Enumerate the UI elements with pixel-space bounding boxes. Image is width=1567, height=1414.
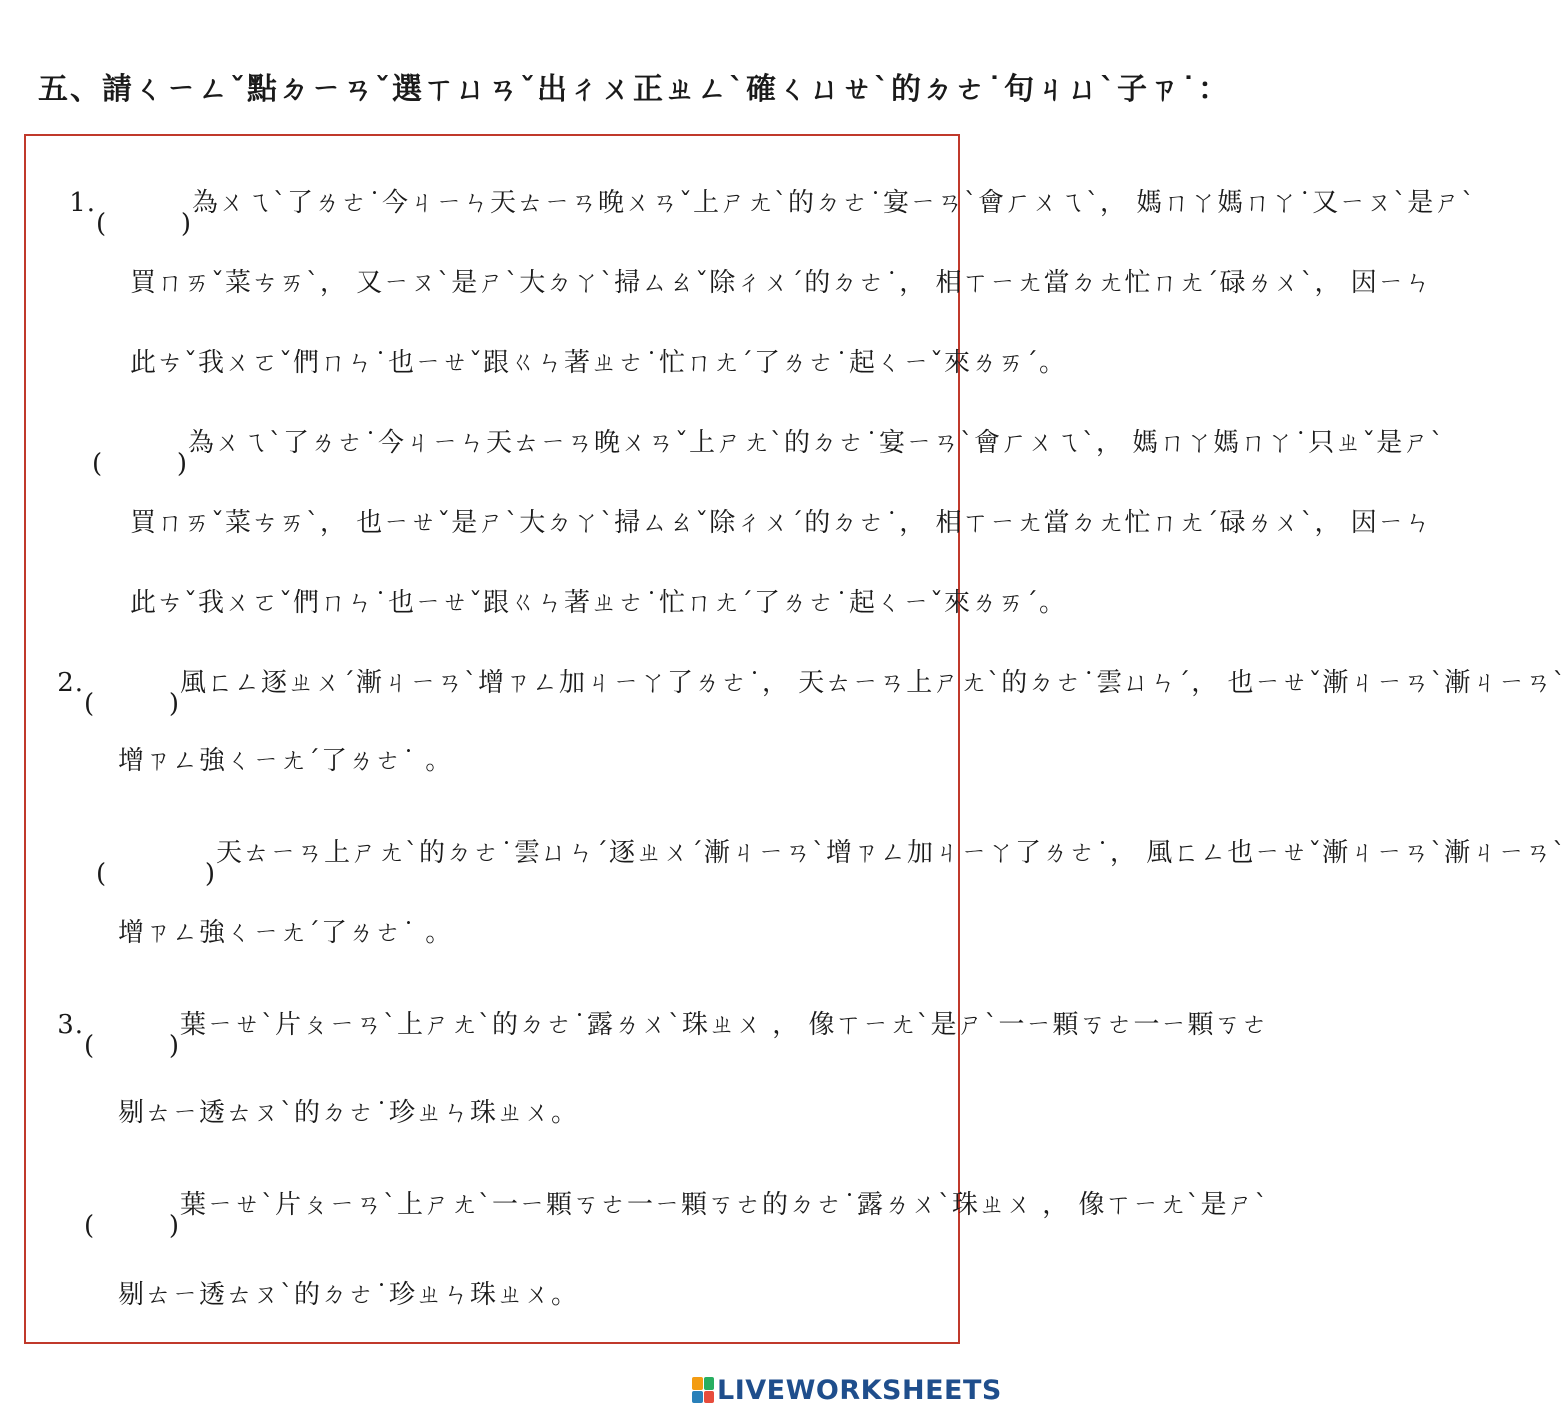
logo-square-icon: [692, 1377, 703, 1390]
liveworksheets-logo: [692, 1374, 1002, 1406]
worksheet-heading: 五、請ㄑㄧㄥˇ點ㄉㄧㄢˇ選ㄒㄩㄢˇ出ㄔㄨ正ㄓㄥˋ確ㄑㄩㄝˋ的ㄉㄜ˙句ㄐㄩˋ子ㄗ˙：: [38, 72, 1230, 107]
q1-option-b-line-1: ( ) 為ㄨㄟˋ了ㄌㄜ˙今ㄐㄧㄣ天ㄊㄧㄢ晚ㄨㄢˇ上ㄕㄤˋ的ㄉㄜ˙宴ㄧㄢˋ會ㄏㄨㄟˋ， 媽ㄇㄚ媽ㄇㄚ˙只ㄓˇ是ㄕˋ: [92, 428, 1445, 479]
q1-option-a-line-2: 買ㄇㄞˇ菜ㄘㄞˋ， 又ㄧㄡˋ是ㄕˋ大ㄉㄚˋ掃ㄙㄠˇ除ㄔㄨˊ的ㄉㄜ˙， 相ㄒㄧㄤ當ㄉㄤ忙ㄇㄤˊ碌ㄌㄨˋ， 因ㄧㄣ: [130, 268, 1432, 298]
q3-option-a-line-1: 3. ( ) 葉ㄧㄝˋ片ㄆㄧㄢˋ上ㄕㄤˋ的ㄉㄜ˙露ㄌㄨˋ珠ㄓㄨ ， 像ㄒㄧㄤˋ是ㄕˋ一ㄧ顆ㄎㄜ一ㄧ顆ㄎㄜ: [50, 1012, 1269, 1038]
q2-option-b-answer-slot[interactable]: [108, 857, 202, 889]
q2-option-a-line-1: 2. ( ) 風ㄈㄥ逐ㄓㄨˊ漸ㄐㄧㄢˋ增ㄗㄥ加ㄐㄧㄚ了ㄌㄜ˙， 天ㄊㄧㄢ上ㄕㄤˋ的ㄉㄜ˙雲ㄩㄣˊ， 也ㄧㄝˇ漸ㄐㄧㄢˋ漸ㄐㄧㄢˋ: [50, 670, 1567, 696]
q1-option-b-answer-slot[interactable]: [104, 447, 174, 479]
q2-option-a-answer-slot[interactable]: [96, 687, 166, 719]
q2-option-a-line-2: 增ㄗㄥ強ㄑㄧㄤˊ了ㄌㄜ˙ 。: [118, 746, 453, 776]
q3-option-a-answer-slot[interactable]: [96, 1029, 166, 1061]
question-frame: [24, 134, 960, 1344]
liveworksheets-logo-icon: [692, 1377, 714, 1403]
q3-option-b-answer-slot[interactable]: [96, 1209, 166, 1241]
q1-option-b-line-2: 買ㄇㄞˇ菜ㄘㄞˋ， 也ㄧㄝˇ是ㄕˋ大ㄉㄚˋ掃ㄙㄠˇ除ㄔㄨˊ的ㄉㄜ˙， 相ㄒㄧㄤ當ㄉㄤ忙ㄇㄤˊ碌ㄌㄨˋ， 因ㄧㄣ: [130, 508, 1432, 538]
q1-option-a-answer-slot[interactable]: [108, 207, 178, 239]
q2-option-b-line-2: 增ㄗㄥ強ㄑㄧㄤˊ了ㄌㄜ˙ 。: [118, 918, 453, 948]
liveworksheets-logo-text: LIVEWORKSHEETS: [717, 1374, 1002, 1406]
q1-option-b-line-3: 此ㄘˇ我ㄨㄛˇ們ㄇㄣ˙也ㄧㄝˇ跟ㄍㄣ著ㄓㄜ˙忙ㄇㄤˊ了ㄌㄜ˙起ㄑㄧˇ來ㄌㄞˊ。: [130, 588, 1067, 618]
logo-square-icon: [704, 1391, 715, 1404]
logo-square-icon: [704, 1377, 715, 1390]
q2-option-b-line-1: ( ) 天ㄊㄧㄢ上ㄕㄤˋ的ㄉㄜ˙雲ㄩㄣˊ逐ㄓㄨˊ漸ㄐㄧㄢˋ增ㄗㄥ加ㄐㄧㄚ了ㄌㄜ˙， 風ㄈㄥ也ㄧㄝˇ漸ㄐㄧㄢˋ漸ㄐㄧㄢˋ: [96, 838, 1567, 889]
q3-option-b-line-2: 剔ㄊㄧ透ㄊㄡˋ的ㄉㄜ˙珍ㄓㄣ珠ㄓㄨ。: [118, 1280, 579, 1310]
q1-option-a-line-1: 1. ( ) 為ㄨㄟˋ了ㄌㄜ˙今ㄐㄧㄣ天ㄊㄧㄢ晚ㄨㄢˇ上ㄕㄤˋ的ㄉㄜ˙宴ㄧㄢˋ會ㄏㄨㄟˋ， 媽ㄇㄚ媽ㄇㄚ˙又ㄧㄡˋ是ㄕˋ: [62, 190, 1475, 216]
q1-number: 1.: [69, 188, 96, 218]
q2-number: 2.: [57, 668, 84, 698]
q3-number: 3.: [57, 1010, 84, 1040]
q3-option-a-line-2: 剔ㄊㄧ透ㄊㄡˋ的ㄉㄜ˙珍ㄓㄣ珠ㄓㄨ。: [118, 1098, 579, 1128]
q3-option-b-line-1: ( ) 葉ㄧㄝˋ片ㄆㄧㄢˋ上ㄕㄤˋ一ㄧ顆ㄎㄜ一ㄧ顆ㄎㄜ的ㄉㄜ˙露ㄌㄨˋ珠ㄓㄨ ， 像ㄒㄧㄤˋ是ㄕˋ: [84, 1190, 1269, 1241]
logo-square-icon: [692, 1391, 703, 1404]
q1-option-a-line-3: 此ㄘˇ我ㄨㄛˇ們ㄇㄣ˙也ㄧㄝˇ跟ㄍㄣ著ㄓㄜ˙忙ㄇㄤˊ了ㄌㄜ˙起ㄑㄧˇ來ㄌㄞˊ。: [130, 348, 1067, 378]
